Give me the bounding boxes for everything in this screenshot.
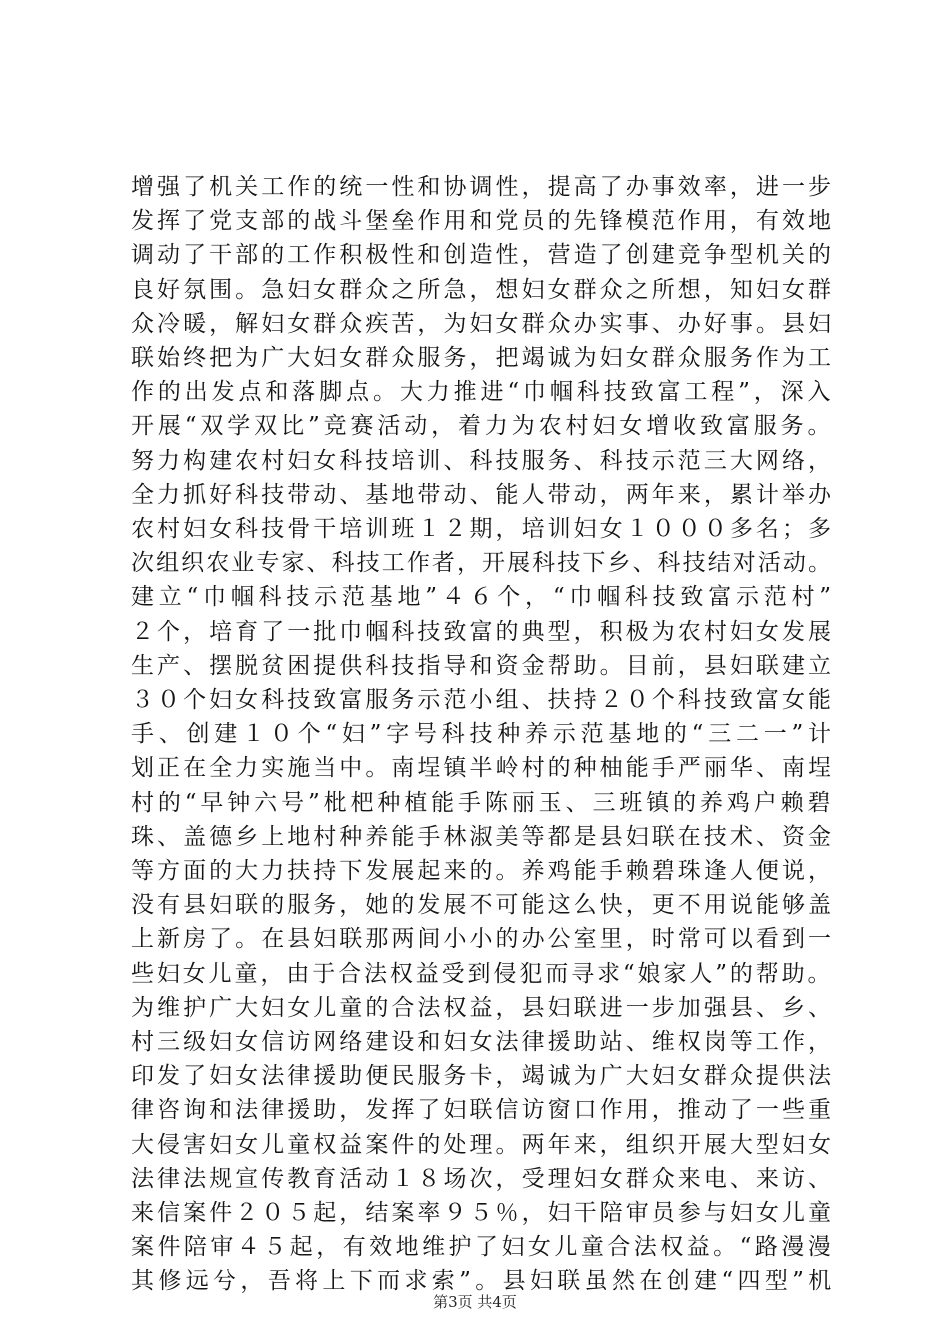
text-line: 珠、盖德乡上地村种养能手林淑美等都是县妇联在技术、资金 <box>131 824 835 850</box>
text-line: ２个，培育了一批巾帼科技致富的典型，积极为农村妇女发展 <box>131 619 835 645</box>
text-line: 作的出发点和落脚点。大力推进“巾帼科技致富工程”，深入 <box>131 379 835 405</box>
text-line: 次组织农业专家、科技工作者，开展科技下乡、科技结对活动。 <box>131 550 834 576</box>
text-line: 增强了机关工作的统一性和协调性，提高了办事效率，进一步 <box>131 174 835 200</box>
text-line: 法律法规宣传教育活动１８场次，受理妇女群众来电、来访、 <box>131 1166 835 1192</box>
text-line: 印发了妇女法律援助便民服务卡，竭诚为广大妇女群众提供法 <box>131 1063 835 1089</box>
text-line: 农村妇女科技骨干培训班１２期，培训妇女１０００多名；多 <box>131 516 835 542</box>
text-line: 调动了干部的工作积极性和创造性，营造了创建竞争型机关的 <box>131 242 835 268</box>
text-line: 没有县妇联的服务，她的发展不可能这么快，更不用说能够盖 <box>131 892 835 918</box>
text-line: 等方面的大力扶持下发展起来的。养鸡能手赖碧珠逢人便说， <box>131 858 835 884</box>
text-line: 生产、摆脱贫困提供科技指导和资金帮助。目前，县妇联建立 <box>131 653 835 679</box>
text-line: 建立“巾帼科技示范基地”４６个，“巾帼科技致富示范村” <box>131 584 836 610</box>
text-line: 来信案件２０５起，结案率９５％，妇干陪审员参与妇女儿童 <box>131 1200 835 1226</box>
page-number-footer: 第3页 共4页 <box>433 1293 517 1311</box>
text-line: ３０个妇女科技致富服务示范小组、扶持２０个科技致富女能 <box>131 687 835 713</box>
text-line: 村三级妇女信访网络建设和妇女法律援助站、维权岗等工作， <box>131 1029 835 1055</box>
text-line: 大侵害妇女儿童权益案件的处理。两年来，组织开展大型妇女 <box>131 1132 835 1158</box>
text-line: 些妇女儿童，由于合法权益受到侵犯而寻求“娘家人”的帮助。 <box>131 961 834 987</box>
text-line: 律咨询和法律援助，发挥了妇联信访窗口作用，推动了一些重 <box>131 1097 835 1123</box>
text-line: 村的“早钟六号”枇杷种植能手陈丽玉、三班镇的养鸡户赖碧 <box>131 790 835 816</box>
text-line: 案件陪审４５起，有效地维护了妇女儿童合法权益。“路漫漫 <box>131 1234 835 1260</box>
text-line: 良好氛围。急妇女群众之所急，想妇女群众之所想，知妇女群 <box>131 277 835 303</box>
text-line: 全力抓好科技带动、基地带动、能人带动，两年来，累计举办 <box>131 482 835 508</box>
text-line: 为维护广大妇女儿童的合法权益，县妇联进一步加强县、乡、 <box>131 995 835 1021</box>
text-line: 联始终把为广大妇女群众服务，把竭诚为妇女群众服务作为工 <box>131 345 835 371</box>
text-line: 划正在全力实施当中。南埕镇半岭村的种柚能手严丽华、南埕 <box>131 755 835 781</box>
text-line: 发挥了党支部的战斗堡垒作用和党员的先锋模范作用，有效地 <box>131 208 835 234</box>
text-line: 努力构建农村妇女科技培训、科技服务、科技示范三大网络， <box>131 448 835 474</box>
text-line: 手、创建１０个“妇”字号科技种养示范基地的“三二一”计 <box>131 721 836 747</box>
text-line: 其修远兮，吾将上下而求索”。县妇联虽然在创建“四型”机 <box>131 1268 836 1294</box>
text-line: 众冷暖，解妇女群众疾苦，为妇女群众办实事、办好事。县妇 <box>131 311 835 337</box>
text-line: 上新房了。在县妇联那两间小小的办公室里，时常可以看到一 <box>131 926 835 952</box>
text-line: 开展“双学双比”竞赛活动，着力为农村妇女增收致富服务。 <box>131 413 835 439</box>
